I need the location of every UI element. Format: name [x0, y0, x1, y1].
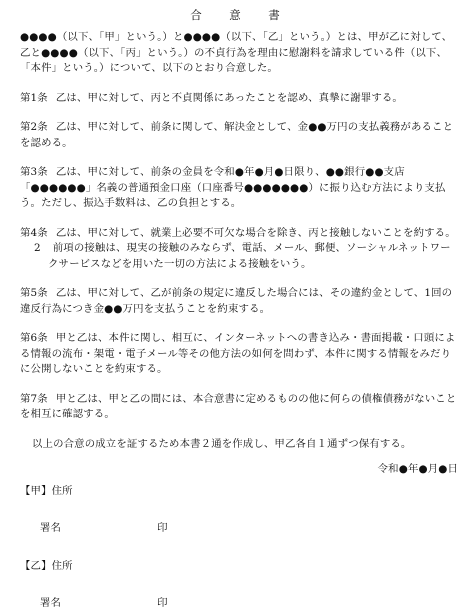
address-label: 住所 [51, 484, 73, 497]
party-b-block [20, 559, 458, 612]
agreement-date: 令和●年●月●日 [377, 463, 458, 475]
article-1 [20, 91, 458, 107]
signature-label: 署名 [40, 522, 62, 534]
article-body: 甲と乙は、本件に関し、相互に、インターネットへの書き込み・書面掲載・口頭による情報の流布・架電・電子メール等その他方法の如何を問わず、本件に関する情報をみだりに公開しないことを約束する。 [20, 332, 456, 375]
party-label: 【甲】 [20, 484, 52, 497]
article-body: 乙は、甲に対して、就業上必要不可欠な場合を除き、丙と接触しないことを約する。 [55, 226, 456, 239]
article-body: 乙は、甲に対して、前条の金員を令和●年●月●日限り、●●銀行●●支店「●●●●●●」名義の普通預金口座（口座番号●●●●●●●）に振り込む方法により支払う。ただし、振込手数料は、乙の負担とする。 [20, 166, 446, 209]
article-body: 乙は、甲に対して、丙と不貞関係にあったことを認め、真摯に謝罪する。 [55, 91, 403, 104]
party-a-address-line [20, 484, 458, 500]
article-heading: 第4条 [20, 226, 48, 239]
party-label: 【乙】 [20, 559, 52, 572]
article-4 [20, 226, 458, 273]
article-heading: 第6条 [20, 332, 48, 344]
article-body: 乙は、甲に対して、乙が前条の規定に違反した場合には、その違約金として、1回の違反行為につき金●●万円を支払うことを約束する。 [20, 287, 453, 315]
article-body: 甲と乙は、甲と乙の間には、本合意書に定めるものの他に何らの債権債務がないことを相互に確認する。 [20, 392, 457, 420]
article-heading: 第5条 [20, 287, 48, 299]
address-label: 住所 [51, 559, 73, 572]
party-b-signature-line [40, 596, 458, 612]
article-2 [20, 120, 458, 151]
closing-text: 以上の合意の成立を証するため本書２通を作成し、甲乙各自１通ずつ保有する。 [32, 437, 412, 450]
article-heading: 第7条 [20, 392, 48, 405]
party-b-address-line [20, 559, 458, 575]
article-4-paragraph-2 [20, 241, 458, 272]
party-a-block [20, 484, 458, 537]
article-3 [20, 165, 458, 212]
article-heading: 第2条 [20, 121, 48, 133]
article-heading: 第1条 [20, 91, 48, 104]
closing-paragraph [20, 437, 458, 453]
intro-paragraph: ●●●●（以下、「甲」という。）と●●●●（以下、「乙」という。）とは、甲が乙に対して、乙と●●●●（以下、「丙」という。）の不貞行為を理由に慰謝料を請求している件（以下、「本件」という。）について、以下のとおり合意した。 [20, 31, 453, 74]
article-heading: 第3条 [20, 166, 48, 178]
party-a-signature-line [40, 521, 458, 537]
paragraph-body: 前項の接触は、現実の接触のみならず、電話、メール、郵便、ソーシャルネットワークサービスなどを用いた一切の方法による接触をいう。 [48, 242, 451, 270]
article-body: 乙は、甲に対して、前条に関して、解決金として、金●●万円の支払義務があることを認める。 [20, 121, 454, 149]
seal-label: 印 [157, 597, 168, 609]
document-title: 合 意 書 [190, 8, 288, 22]
paragraph-number: 2 [34, 242, 41, 254]
article-5 [20, 286, 458, 317]
seal-label: 印 [157, 522, 168, 534]
article-6 [20, 331, 458, 378]
article-7 [20, 392, 458, 423]
signature-label: 署名 [40, 597, 62, 609]
article-4-main [20, 226, 458, 242]
